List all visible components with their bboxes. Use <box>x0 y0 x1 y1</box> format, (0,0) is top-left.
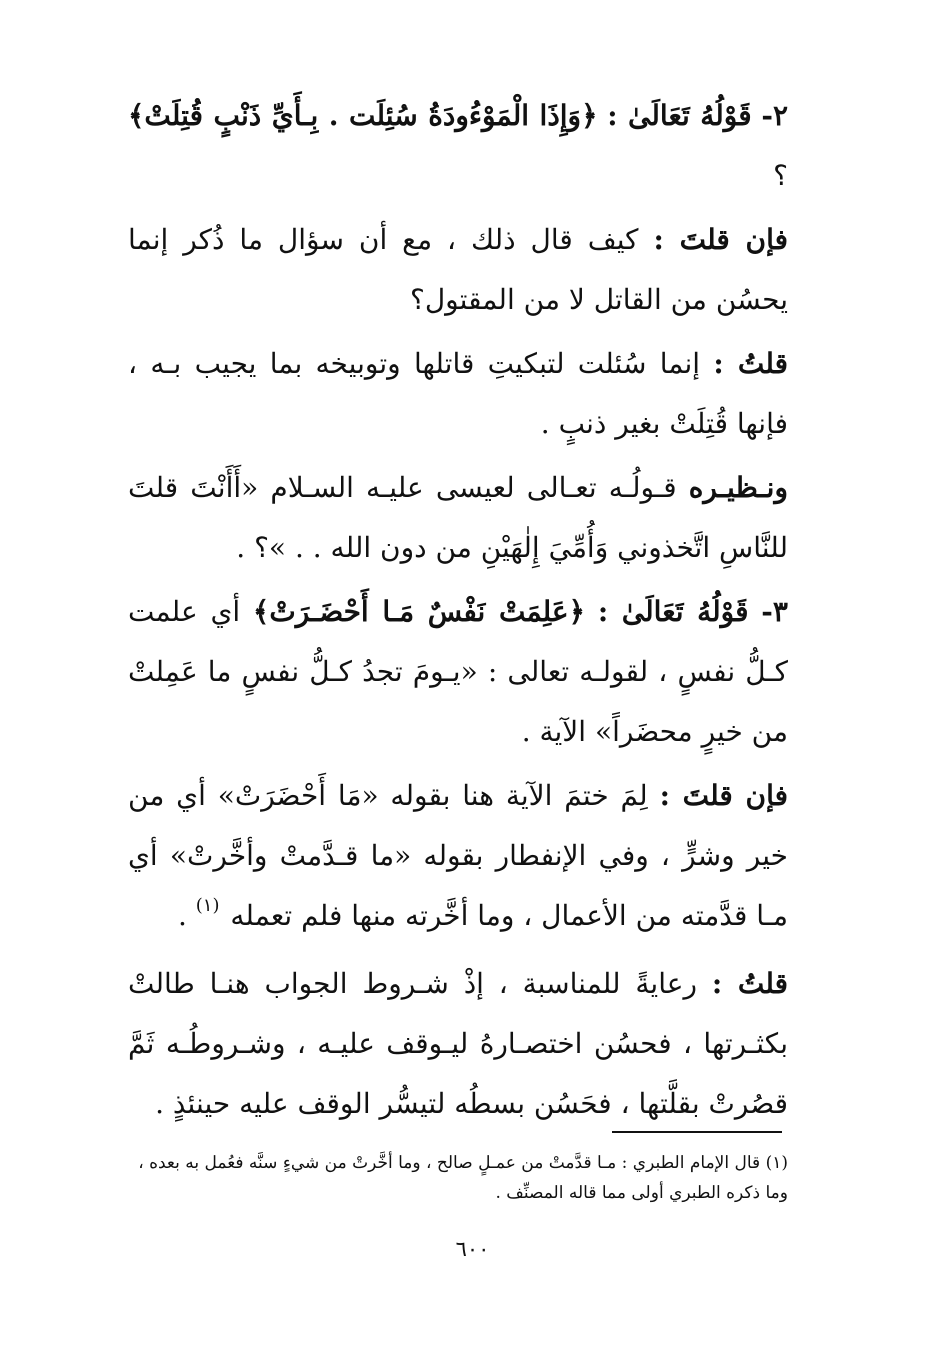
paragraph-number: ٣- <box>761 595 788 628</box>
quran-intro-label: قَوْلُهُ تَعَالَىٰ : <box>597 595 749 628</box>
question-label: فإن قلتَ : <box>653 223 788 256</box>
footnote-text: قال الإمام الطبري : مـا قدَّمتْ من عمـلٍ صالح ، وما أخَّرتْ من شيءٍ سنَّه فعُمل به بعده ، وما ذكره الطبري أولى مما قاله المصنِّف . <box>138 1153 788 1203</box>
page-number: ٦٠٠ <box>455 1237 490 1261</box>
paragraph-text: رعايةً للمناسبة ، إذْ شـروط الجواب هنـا طالتْ بكثـرتها ، فحسُن اختصـارهُ ليـوقف عليـه ، وشـروطُـه ثَمَّ قصُرتْ بقلَّتها ، فحَسُن بسطُه لتيسُّر الوقف عليه حينئذٍ . <box>128 967 788 1120</box>
paragraph-text: لِمَ ختمَ الآية هنا بقوله «مَا أَحْضَرَتْ» أي من خير وشرٍّ ، وفي الإنفطار بقوله «ما قـدَّمتْ وأخَّرتْ» أي مـا قدَّمته من الأعمال ، وما أخَّرته منها فلم تعمله <box>128 779 788 932</box>
paragraph-tail: ؟ <box>773 159 788 192</box>
paragraph-text: أي علمت كـلُّ نفسٍ ، لقولـه تعالى : «يـومَ تجدُ كـلُّ نفسٍ ما عَمِلتْ من خيرٍ محضَراً» الآية . <box>128 595 788 748</box>
paragraph-question-2 <box>128 766 788 950</box>
main-text-block <box>128 86 788 1138</box>
paragraph-item-3 <box>128 582 788 762</box>
paragraph-question <box>128 210 788 330</box>
answer-label: قلتُ : <box>711 967 789 1000</box>
paragraph-text: كيف قال ذلك ، مع أن سؤال ما ذُكر إنما يحسُن من القاتل لا من المقتول؟ <box>128 223 788 316</box>
paragraph-parallel <box>128 458 788 578</box>
paragraph-item-2 <box>128 86 788 206</box>
paragraph-text: قـولُـه تعـالى لعيسى عليـه السـلام «أَأَنْتَ قلتَ للنَّاسِ اتَّخذوني وَأُمِّيَ إِلٰهَيْنِ من دون الله . . »؟ . <box>128 471 788 564</box>
footnote-separator <box>612 1131 782 1133</box>
footnote-marker: (١) <box>765 1153 788 1173</box>
quran-quotation: ﴿وَإِذَا الْمَوْءُودَةُ سُئِلَت . بِـأَيِّ ذَنْبٍ قُتِلَتْ﴾ <box>128 99 598 132</box>
quran-intro-label: قَوْلُهُ تَعَالَىٰ : <box>607 99 752 132</box>
paragraph-number: ٢- <box>761 99 789 132</box>
answer-label: قلتُ : <box>713 347 788 380</box>
paragraph-answer <box>128 334 788 454</box>
paragraph-text: إنما سُئلت لتبكيتِ قاتلها وتوبيخه بما يجيب بـه ، فإنها قُتِلَتْ بغير ذنبٍ . <box>128 347 788 440</box>
paragraph-answer-2 <box>128 954 788 1134</box>
footnote-block <box>130 1148 788 1208</box>
paragraph-end-mark: . <box>177 899 187 932</box>
parallel-label: ونـظيـره <box>688 471 788 504</box>
quran-quotation: ﴿عَلِمَتْ نَفْسٌ مَـا أَحْضَـرَتْ﴾ <box>252 595 586 628</box>
footnote-reference: (١) <box>195 895 220 916</box>
question-label: فإن قلتَ : <box>659 779 788 812</box>
